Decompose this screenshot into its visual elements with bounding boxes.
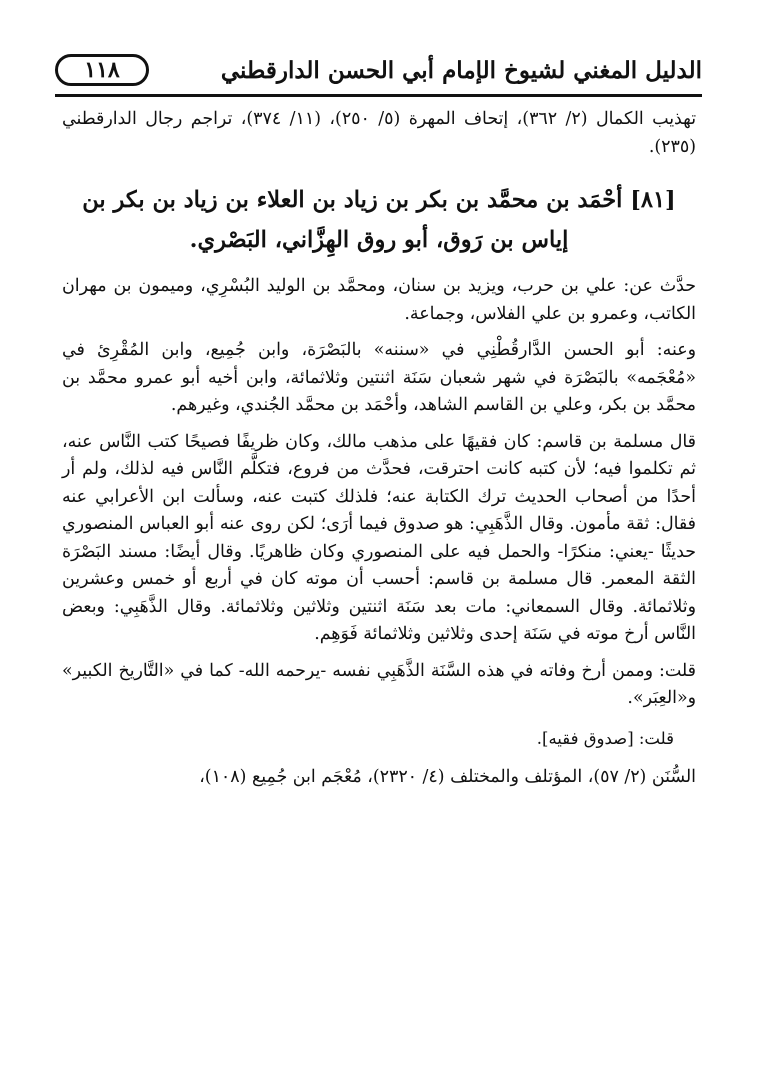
entry-teachers: حدَّث عن: علي بن حرب، ويزيد بن سنان، ومحمَّد بن الوليد البُسْرِي، وميمون بن مهران الكاتب، وعمرو بن علي الفلاس، وجماعة. [62,276,696,324]
footnote-sources: السُّنَن (٢/ ٥٧)، المؤتلف والمختلف (٤/ ٢٣٢٠)، مُعْجَم ابن جُمِيع (١٠٨)، [199,767,696,787]
page-body [62,106,696,792]
entry-title: [٨١] أحْمَد بن محمَّد بن بكر بن زياد بن العلاء بن زياد بن بكر بن إياس بن رَوق، أبو روق الهِزَّاني، البَصْري. [82,187,676,253]
entry-students: وعنه: أبو الحسن الدَّارقُطْنِي في «سننه» بالبَصْرَة، وابن جُمِيع، وابن المُقْرِئ في «مُعْجَمه» بالبَصْرَة في شهر شعبان سَنَة اثنتين وثلاثمائة، وابن أخيه أبو عمرو محمَّد بن محمَّد بن بكر، وعلي بن القاسم الشاهد، وأحْمَد بن محمَّد الجُندي، وغيرهم. [62,340,696,415]
page-header [55,50,702,90]
page-number: ١١٨ [55,54,149,86]
entry-biography: قال مسلمة بن قاسم: كان فقيهًا على مذهب مالك، وكان ظريفًا فصيحًا كتب النَّاس عنه، ثم تكلموا فيه؛ لأن كتبه كانت احترقت، فحدَّث من فروع، فتكلَّم النَّاس فيه لذلك، ولم أر أحدًا من أصحاب الحديث ترك الكتابة عنه؛ فلذلك كتبت عنه، وسألت ابن الأعرابي عنه فقال: ثقة مأمون. وقال الذَّهَبِي: هو صدوق فيما أرَى؛ لكن روى عنه أبو العباس المنصوري حديثًا -يعني: منكرًا- والحمل فيه على المنصوري وكان ظاهريًا. وقال أيضًا: مسند البَصْرَة الثقة المعمر. قال مسلمة بن قاسم: أحسب أن موته كان في أربع أو خمس وعشرين وثلاثمائة. وقال السمعاني: مات بعد سَنَة اثنتين وثلاثين وثلاثمائة. وقال الذَّهَبِي: وبعض النَّاس أرخ موته في سَنَة إحدى وثلاثين وثلاثمائة فَوَهِم. [62,431,696,644]
previous-entry-sources: تهذيب الكمال (٢/ ٣٦٢)، إتحاف المهرة (٥/ ٢٥٠)، (١١/ ٣٧٤)، تراجم رجال الدارقطني (٢٣٥). [62,109,697,157]
running-title: الدليل المغني لشيوخ الإمام أبي الحسن الدارقطني [220,56,702,84]
entry-verdict: قلت: [صدوق فقيه]. [536,728,674,748]
header-divider [55,94,702,97]
entry-note: قلت: وممن أرخ وفاته في هذه السَّنَة الذَّهَبِي نفسه -يرحمه الله- كما في «التَّاريخ الكبير» و«العِبَر». [62,660,696,708]
